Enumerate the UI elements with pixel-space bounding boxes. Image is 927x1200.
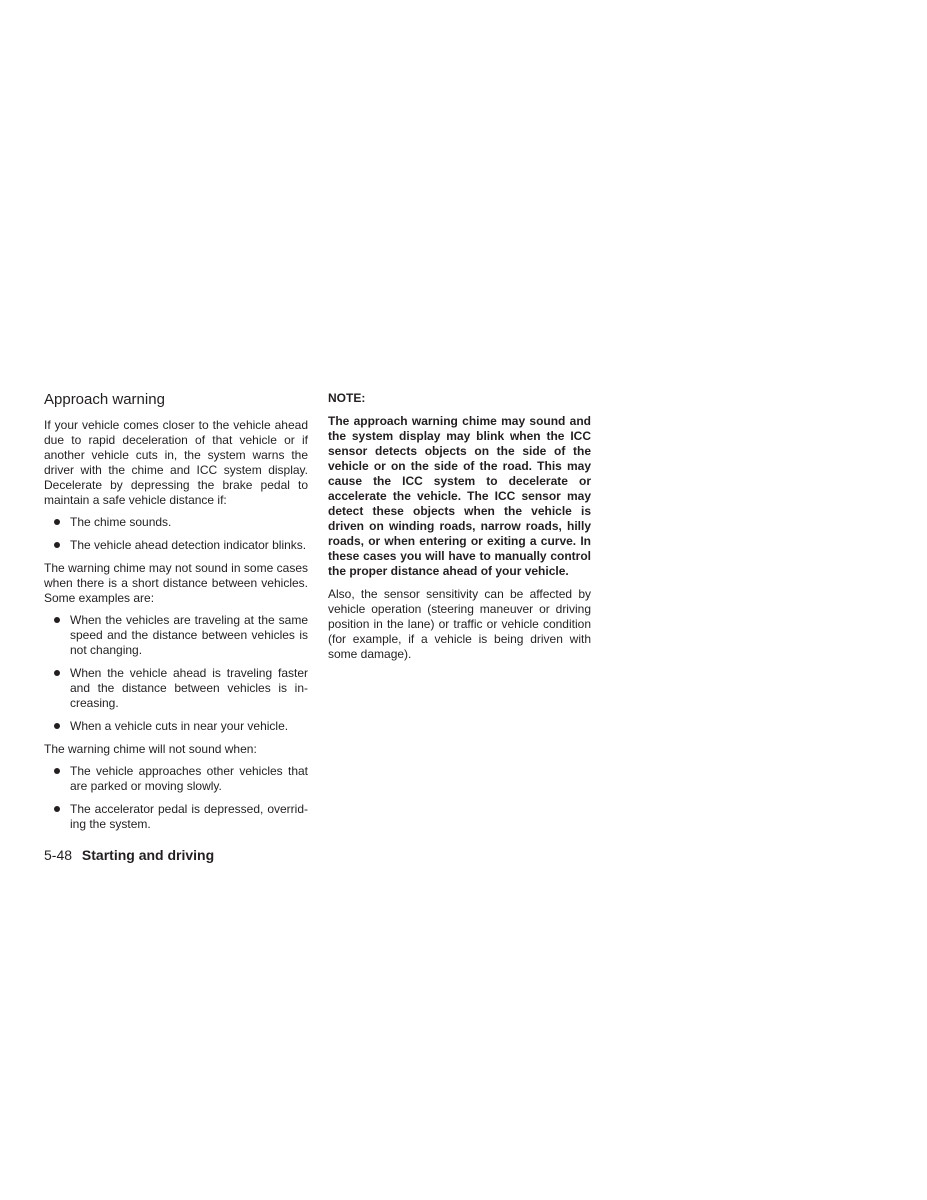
list-item	[44, 764, 308, 794]
list-item	[44, 719, 308, 734]
list-item	[44, 613, 308, 658]
intro-paragraph: If your vehicle comes closer to the vehicle ahead due to rapid deceleration of that vehicle or if another vehicle cuts in, the system warns the driver with the chime and ICC system display. Decelerate by depressing the brake pedal to maintain a safe vehicle distance if:	[44, 418, 308, 507]
list-item-text: When a vehicle cuts in near your vehicle.	[70, 719, 289, 733]
bullet-icon	[54, 806, 60, 812]
no-sound-example-list	[44, 613, 308, 734]
list-item-text: When the vehicle ahead is traveling faster and the distance between vehicles is in-creasing.	[70, 666, 308, 710]
list-item-text: When the vehicles are traveling at the same speed and the distance between vehicles is not changing.	[70, 613, 308, 657]
section-heading: Approach warning	[44, 391, 165, 408]
will-not-sound-paragraph: The warning chime will not sound when:	[44, 742, 257, 756]
left-column	[44, 391, 308, 840]
list-item-text: The vehicle ahead detection indicator blinks.	[70, 538, 307, 552]
bullet-icon	[54, 768, 60, 774]
section-title: Starting and driving	[81, 847, 215, 863]
note-body: The approach warning chime may sound and the system display may blink when the ICC sensor detects objects on the side of the vehicle or on the side of the road. This may cause the ICC system to decelerate or accelerate the vehicle. The ICC sensor may detect these objects when the vehicle is driven on winding roads, narrow roads, hilly roads, or when entering or exiting a curve. In these cases you will have to manually control the proper distance ahead of your vehicle.	[328, 414, 591, 578]
bullet-icon	[54, 670, 60, 676]
page-footer	[44, 847, 214, 864]
list-item-text: The vehicle approaches other vehicles that are parked or moving slowly.	[70, 764, 308, 793]
bullet-icon	[54, 542, 60, 548]
list-item	[44, 802, 308, 832]
note-label: NOTE:	[328, 391, 366, 405]
will-not-sound-list	[44, 764, 308, 832]
no-sound-paragraph: The warning chime may not sound in some cases when there is a short distance between vehicles. Some examples are:	[44, 561, 308, 605]
list-item	[44, 666, 308, 711]
list-item	[44, 515, 308, 530]
list-item-text: The accelerator pedal is depressed, overrid-ing the system.	[70, 802, 308, 831]
right-column	[328, 391, 591, 669]
bullet-icon	[54, 617, 60, 623]
page-number: 5-48	[44, 847, 73, 863]
bullet-icon	[54, 723, 60, 729]
list-item	[44, 538, 308, 553]
sensitivity-paragraph: Also, the sensor sensitivity can be affected by vehicle operation (steering maneuver or driving position in the lane) or traffic or vehicle condition (for example, if a vehicle is being driven with some damage).	[328, 587, 591, 661]
warning-condition-list	[44, 515, 308, 553]
bullet-icon	[54, 519, 60, 525]
list-item-text: The chime sounds.	[70, 515, 172, 529]
